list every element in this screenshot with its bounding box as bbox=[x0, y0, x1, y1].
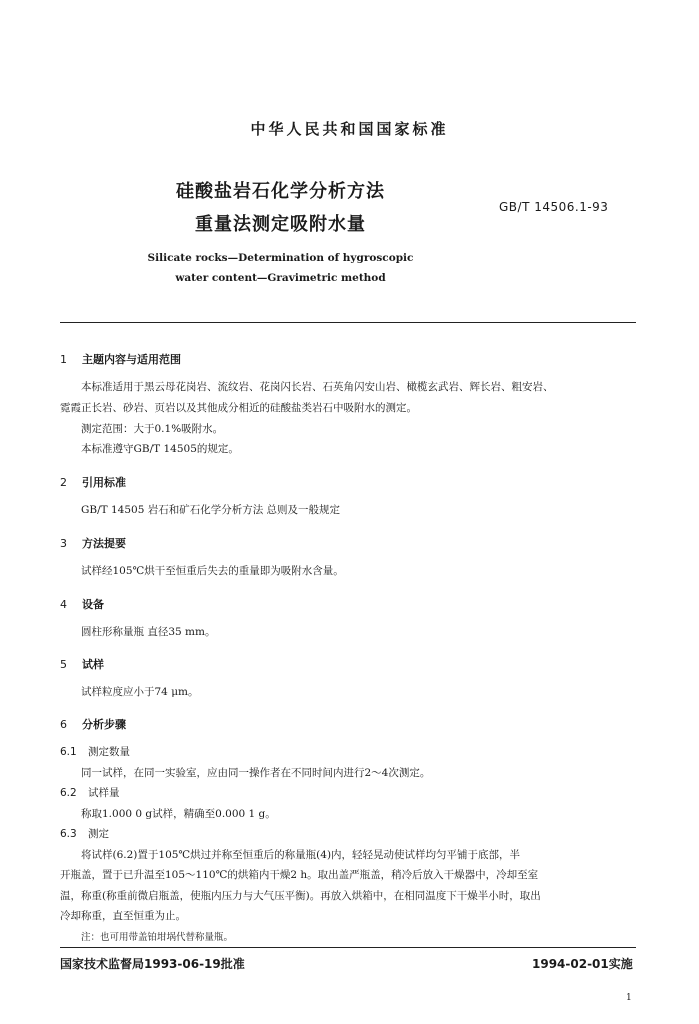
section-3-heading bbox=[60, 535, 126, 551]
subsection-title: 测定数量 bbox=[88, 746, 130, 758]
approval-date: 国家技术监督局1993-06-19批准 bbox=[60, 957, 245, 971]
page-number: 1 bbox=[626, 993, 632, 1003]
subsection-title: 试样量 bbox=[88, 787, 120, 799]
paragraph: 称取1.000 0 g试样，精确至0.000 1 g。 bbox=[81, 808, 276, 820]
note: 注：也可用带盖铂坩埚代替称量瓶。 bbox=[81, 932, 234, 943]
subsection-number: 6.3 bbox=[60, 828, 77, 840]
subsection-6-1-heading bbox=[60, 744, 130, 759]
section-number: 1 bbox=[60, 353, 67, 366]
standard-header: 中华人民共和国国家标准 bbox=[250, 120, 449, 138]
section-6-heading bbox=[60, 716, 126, 732]
paragraph: 本标准遵守GB/T 14505的规定。 bbox=[81, 443, 239, 455]
section-title: 分析步骤 bbox=[82, 718, 126, 731]
title-line-1: 硅酸盐岩石化学分析方法 bbox=[176, 181, 385, 202]
subsection-number: 6.2 bbox=[60, 787, 77, 799]
english-title-line-2: water content—Gravimetric method bbox=[175, 272, 386, 284]
standard-code: GB/T 14506.1-93 bbox=[499, 200, 609, 214]
paragraph: 同一试样，在同一实验室，应由同一操作者在不同时间内进行2～4次测定。 bbox=[81, 767, 431, 779]
section-2-heading bbox=[60, 474, 126, 490]
section-number: 3 bbox=[60, 537, 67, 550]
paragraph: 测定范围：大于0.1%吸附水。 bbox=[81, 423, 224, 435]
section-title: 方法提要 bbox=[82, 537, 126, 550]
section-title: 设备 bbox=[82, 598, 104, 611]
section-number: 2 bbox=[60, 476, 67, 489]
footer-rule bbox=[60, 947, 636, 948]
subsection-title: 测定 bbox=[88, 828, 109, 840]
section-number: 6 bbox=[60, 718, 67, 731]
section-title: 引用标准 bbox=[82, 476, 126, 489]
section-number: 4 bbox=[60, 598, 67, 611]
paragraph: 霓霞正长岩、砂岩、页岩以及其他成分相近的硅酸盐类岩石中吸附水的测定。 bbox=[60, 402, 417, 414]
section-1-heading bbox=[60, 351, 181, 367]
paragraph: 冷却称重，直至恒重为止。 bbox=[60, 910, 186, 922]
english-title-line-1: Silicate rocks—Determination of hygroscopic bbox=[147, 252, 414, 264]
subsection-6-3-heading bbox=[60, 826, 109, 841]
subsection-6-2-heading bbox=[60, 785, 120, 800]
paragraph: 开瓶盖，置于已升温至105～110℃的烘箱内干燥2 h。取出盖严瓶盖，稍冷后放入干燥器中，冷却至室 bbox=[60, 869, 539, 881]
paragraph: GB/T 14505 岩石和矿石化学分析方法 总则及一般规定 bbox=[81, 504, 341, 516]
paragraph: 试样经105℃烘干至恒重后失去的重量即为吸附水含量。 bbox=[81, 565, 344, 577]
section-title: 主题内容与适用范围 bbox=[82, 353, 181, 366]
paragraph: 圆柱形称量瓶 直径35 mm。 bbox=[81, 626, 216, 638]
paragraph: 温，称重(称重前微启瓶盖，使瓶内压力与大气压平衡)。再放入烘箱中，在相同温度下干燥半小时，取出 bbox=[60, 890, 541, 902]
title-line-2: 重量法测定吸附水量 bbox=[195, 214, 366, 235]
paragraph: 试样粒度应小于74 μm。 bbox=[81, 686, 199, 698]
section-5-heading bbox=[60, 656, 104, 672]
paragraph: 本标准适用于黑云母花岗岩、流纹岩、花岗闪长岩、石英角闪安山岩、橄榄玄武岩、辉长岩、粗安岩、 bbox=[81, 381, 554, 393]
implementation-date: 1994-02-01实施 bbox=[532, 957, 633, 971]
paragraph: 将试样(6.2)置于105℃烘过并称至恒重后的称量瓶(4)内，轻轻晃动使试样均匀平铺于底部，半 bbox=[81, 849, 521, 861]
section-4-heading bbox=[60, 596, 104, 612]
header-rule bbox=[60, 322, 636, 323]
section-number: 5 bbox=[60, 658, 67, 671]
subsection-number: 6.1 bbox=[60, 746, 77, 758]
section-title: 试样 bbox=[82, 658, 104, 671]
